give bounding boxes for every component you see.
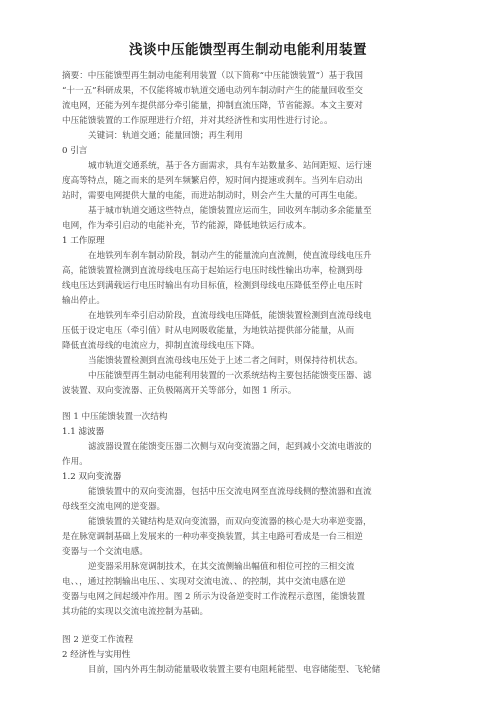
- paragraph-line: 作用。: [62, 457, 88, 467]
- paragraph-line: 变器与电网之间起缓冲作用。图 2 所示为设备逆变时工作流程示意图，能馈装置: [62, 592, 366, 602]
- section-heading-economy: 2 经济性与实用性: [62, 650, 131, 660]
- figure-1-caption: 图 1 中压能馈装置一次结构: [62, 412, 168, 422]
- paragraph-line: 站时，需要电网提供大量的电能，而进站制动时，则会产生大量的可再生电能。: [62, 191, 363, 201]
- paragraph-line: 波装置、双向变流器、正负极隔离开关等部分，如图 1 所示。: [62, 386, 297, 396]
- paragraph-line: 线电压达到满载运行电压时输出有功目标值，检测到母线电压降低至停止电压时: [62, 281, 363, 291]
- paragraph-line: 其功能的实现以交流电流控制为基础。: [62, 607, 209, 617]
- abstract-line-3: 流电网，还能为列车提供部分牵引能量，抑制直流压降，节省能源。本文主要对: [62, 101, 363, 111]
- document-title: 浅谈中压能馈型再生制动电能利用装置: [129, 42, 367, 58]
- paragraph-line: 能馈装置的关键结构是双向变流器，而双向变流器的核心是大功率逆变器，: [88, 517, 372, 527]
- paragraph-line: 逆变器采用脉宽调制技术，在其交流侧输出幅值和相位可控的三相交流: [88, 562, 355, 572]
- paragraph-line: 在地铁列车刹车制动阶段，制动产生的能量流向直流侧，使直流母线电压升: [88, 251, 372, 261]
- section-heading-principle: 1 工作原理: [62, 236, 105, 246]
- paragraph-line: 压低于设定电压（牵引值）时从电网吸收能量，为地铁站提供部分能量，从而: [62, 326, 355, 336]
- paragraph-line: 母线至交流电网的逆变器。: [62, 502, 166, 512]
- paragraph-line: 变器与一个交流电感。: [62, 547, 148, 557]
- paragraph-line: 滤波器设置在能馈变压器二次侧与双向变流器之间，起到减小交流电谐波的: [88, 442, 372, 452]
- paragraph-line: 降低直流母线的电流应力，抑制直流母线电压下降。: [62, 341, 260, 351]
- paragraph-line: 输出停止。: [62, 296, 105, 306]
- paragraph-line: 目前，国内外再生制动能量吸收装置主要有电阻耗能型、电容储能型、飞轮储: [88, 665, 381, 675]
- abstract-line-4: 中压能馈装置的工作原理进行介绍，并对其经济性和实用性进行讨论。。: [62, 116, 333, 126]
- section-heading-intro: 0 引言: [62, 146, 88, 156]
- paragraph-line: 高，能馈装置检测到直流母线电压高于起始运行电压时线性输出功率，检测到母: [62, 266, 363, 276]
- paragraph-line: 能馈装置中的双向变流器，包括中压交流电网至直流母线侧的整流器和直流: [88, 487, 372, 497]
- abstract-line-1: 摘要：中压能馈型再生制动电能利用装置（以下简称“中压能馈装置”）基于我国: [62, 71, 363, 81]
- paragraph-line: 城市轨道交通系统，基于各方面需求，具有车站数量多、站间距短、运行速: [88, 161, 372, 171]
- paragraph-line: 电、、，通过控制输出电压、、实现对交流电流、、的控制，其中交流电感在逆: [62, 577, 346, 587]
- paragraph-line: 当能馈装置检测到直流母线电压处于上述二者之间时，则保持待机状态。: [88, 356, 364, 366]
- paragraph-line: 度高等特点，随之而来的是列车频繁启停，短时间内提速或刹车。当列车启动出: [62, 176, 363, 186]
- section-heading-converter: 1.2 双向变流器: [62, 472, 122, 482]
- paragraph-line: 中压能馈型再生制动电能利用装置的一次系统结构主要包括能馈变压器、滤: [88, 371, 372, 381]
- section-heading-filter: 1.1 滤波器: [62, 427, 105, 437]
- abstract-line-2: “十一五”科研成果，不仅能将城市轨道交通电动列车制动时产生的能量回收至交: [62, 86, 363, 96]
- paragraph-line: 基于城市轨道交通这些特点，能馈装置应运而生，回收列车制动多余能量至: [88, 206, 372, 216]
- paragraph-line: 是在脉宽调制基础上发展来的一种功率变换装置，其主电路可看成是一台三相逆: [62, 532, 363, 542]
- figure-2-caption: 图 2 逆变工作流程: [62, 635, 134, 645]
- paragraph-line: 在地铁列车牵引启动阶段，直流母线电压降低，能馈装置检测到直流母线电: [88, 311, 372, 321]
- paragraph-line: 电网，作为牵引启动的电能补充，节约能源，降低地铁运行成本。: [62, 221, 312, 231]
- keywords-line: 关键词：轨道交通；能量回馈；再生利用: [88, 131, 243, 141]
